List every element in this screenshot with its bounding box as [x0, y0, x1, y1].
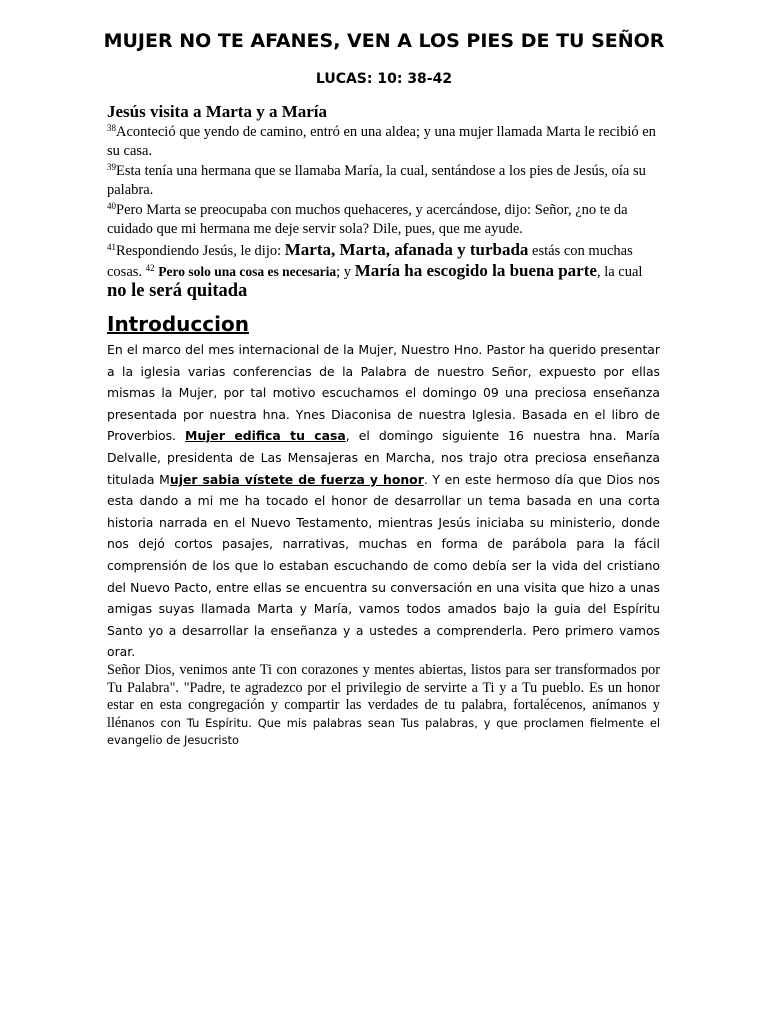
emphasis-text: no le será quitada — [107, 281, 248, 301]
introduction-heading: Introduccion — [107, 312, 249, 336]
verse-text: , la cual — [596, 264, 643, 280]
introduction-paragraph — [107, 339, 660, 663]
verse-text: estás con muchas cosas. — [107, 243, 633, 280]
emphasis-text: Marta, Marta, afanada y turbada — [284, 240, 529, 259]
verse-text: ; y — [336, 264, 355, 280]
prayer-text: nos con Tu Espíritu. Que mis palabras sean Tus palabras, y que proclamen fielmente el evangelio de Jesucristo — [107, 715, 660, 748]
document-title: MUJER NO TE AFANES, VEN A LOS PIES DE TU SEÑOR — [103, 30, 665, 52]
prayer-text: Señor Dios, venimos ante Ti con corazones y mentes abiertas, listos para ser transformados por Tu Palabra". "Padre, te agradezco por el privilegio de servirte a Ti y a Tu pueblo. Es un honor estar en esta congregación y compartir las verdades de tu palabra, fortalécenos, anímanos y lléna — [107, 662, 660, 731]
emphasis-text: María ha escogido la buena parte — [354, 261, 597, 280]
verse-39 — [107, 162, 662, 200]
verse-number: 42 — [145, 263, 155, 273]
scripture-heading: Jesús visita a Marta y a María — [107, 102, 328, 121]
verse-text: Pero Marta se preocupaba con muchos quehaceres, y acercándose, dijo: Señor, ¿no te da cuidado que mi hermana me deje servir sola? Dile, pues, que me ayude. — [107, 202, 628, 237]
verse-number: 38 — [107, 123, 116, 133]
verse-38 — [107, 123, 662, 161]
bible-reference: LUCAS: 10: 38-42 — [315, 71, 453, 87]
verse-40 — [107, 201, 662, 239]
verse-number: 40 — [107, 201, 116, 211]
underlined-title: Mujer edifica tu casa — [185, 428, 346, 444]
prayer-paragraph — [107, 662, 660, 750]
paragraph-text: En el marco del mes internacional de la Mujer, Nuestro Hno. Pastor ha querido presentar a la iglesia varias conferencias de la Palabra de nuestro Señor, expuesto por ellas mismas la Mujer, por tal motivo escuchamos el domingo 09 una preciosa enseñanza presentada por nuestra hna. Ynes Diaconisa de nuestra Iglesia. Basada en el libro de Proverbios. — [107, 342, 660, 444]
verse-41-42 — [107, 240, 662, 302]
paragraph-text: . Y en este hermoso día que Dios nos esta dando a mi me ha tocado el honor de desarrollar un tema basada en una corta historia narrada en el Nuevo Testamento, mientras Jesús iniciaba su ministerio, donde nos dejó cortos pasajes, narrativas, muchas en forma de parábola para la fácil comprensión de los que lo estaban escuchando de como debía ser la vida del cristiano del Nuevo Pacto, entre ellas se encuentra su conversación en una visita que hizo a unas amigas suyas llamada Marta y María, vamos todos amados bajo la guia del Espíritu Santo yo a desarrollar la enseñanza y a ustedes a comprenderla. Pero primero vamos orar. — [107, 471, 660, 660]
underlined-title: ujer sabia vístete de fuerza y honor — [169, 471, 424, 487]
emphasis-text: Pero solo una cosa es necesaria — [158, 264, 337, 279]
paragraph-text: , el domingo siguiente 16 nuestra hna. María Delvalle, presidenta de Las Mensajeras en Marcha, nos trajo otra preciosa enseñanza titulada M — [107, 428, 660, 487]
verse-text: Aconteció que yendo de camino, entró en una aldea; y una mujer llamada Marta le recibió en su casa. — [107, 124, 656, 159]
verse-text: Respondiendo Jesús, le dijo: — [116, 243, 285, 259]
verse-number: 39 — [107, 162, 116, 172]
verse-number: 41 — [107, 242, 116, 252]
verse-text: Esta tenía una hermana que se llamaba María, la cual, sentándose a los pies de Jesús, oía su palabra. — [107, 163, 646, 198]
scripture-passage — [107, 101, 662, 303]
